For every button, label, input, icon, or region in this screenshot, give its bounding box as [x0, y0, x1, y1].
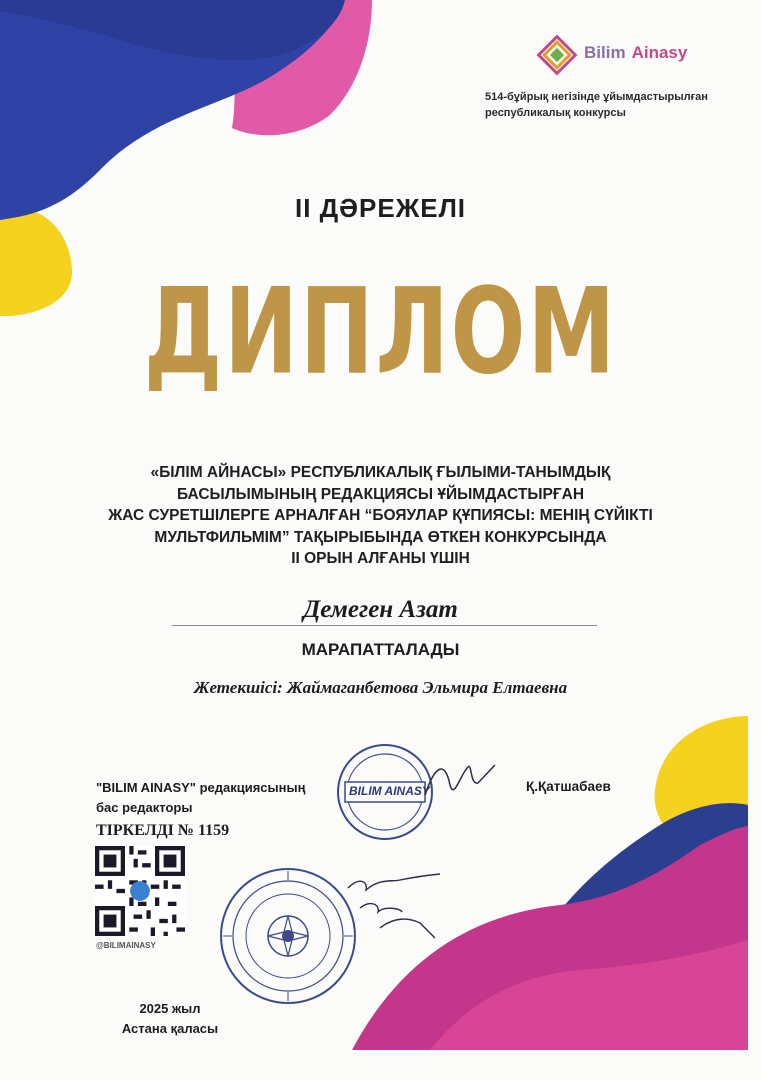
round-seal-icon: [218, 866, 358, 1006]
issue-city: Астана қаласы: [121, 1021, 219, 1036]
recipient-name: Демеген Азат: [303, 596, 458, 623]
award-reason: [70, 462, 691, 570]
issue-year: 2025 жыл: [139, 1001, 201, 1016]
logo-text-bilim: Bilim: [584, 43, 626, 62]
editor-line: "BILIM AINASY" редакциясының: [96, 780, 306, 795]
top-note: 514-бұйрық негізінде ұйымдастырылған республикалық конкурсы: [485, 91, 708, 119]
awarded-text: МАРАПАТТАЛАДЫ: [301, 640, 460, 659]
issue-year-city: [0, 999, 340, 1039]
logo-text-ainasy: Ainasy: [631, 43, 688, 62]
degree-heading: II ДӘРЕЖЕЛІ: [294, 193, 467, 223]
logo-text: [584, 43, 687, 63]
qr-handle: @BILIMAINASY: [96, 941, 156, 950]
editor-title: [96, 778, 305, 818]
award-reason-line: «БІЛІМ АЙНАСЫ» РЕСПУБЛИКАЛЫҚ ҒЫЛЫМИ-ТАНЫМДЫҚ: [150, 464, 611, 481]
award-reason-line: ЖАС СУРЕТШІЛЕРГЕ АРНАЛҒАН “БОЯУЛАР ҚҰПИЯСЫ: МЕНІҢ СҮЙІКТІ: [108, 507, 653, 524]
diamond-logo-icon: [536, 34, 580, 78]
supervisor-line: Жетекшісі: Жаймаганбетова Эльмира Елтаевна: [193, 678, 568, 697]
editor-line: бас редакторы: [96, 800, 193, 815]
signature-icon: [420, 755, 500, 805]
qr-code-icon: [95, 846, 185, 936]
bilim-ainasy-logo: [536, 34, 722, 78]
name-underline: [172, 625, 597, 626]
award-reason-line: II ОРЫН АЛҒАНЫ ҮШІН: [291, 550, 470, 567]
registration-number: ТІРКЕЛДІ № 1159: [96, 822, 230, 839]
stamp-label: BILIM AINASY: [349, 784, 430, 798]
award-reason-line: МУЛЬТФИЛЬМІМ” ТАҚЫРЫБЫНДА ӨТКЕН КОНКУРСЫНДА: [154, 528, 607, 546]
signatory-name: Қ.Қатшабаев: [526, 779, 611, 794]
award-reason-line: БАСЫЛЫМЫНЫҢ РЕДАКЦИЯСЫ ҰЙЫМДАСТЫРҒАН: [176, 485, 585, 503]
diploma-title: ДИПЛОМ: [143, 262, 618, 402]
